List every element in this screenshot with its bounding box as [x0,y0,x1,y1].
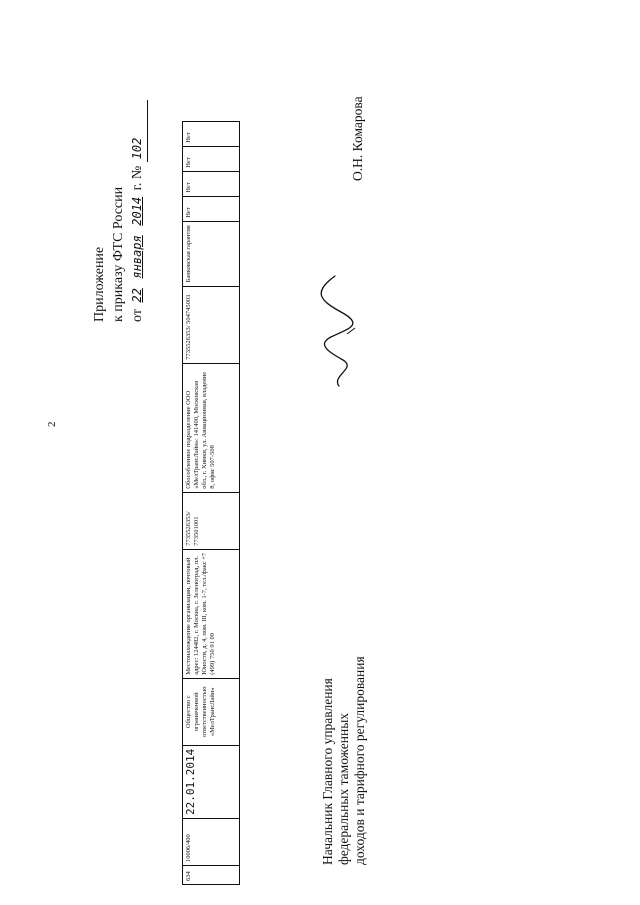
from-label: от [130,309,145,322]
table-row [183,121,240,884]
cell-flag-2: Нет [183,171,240,196]
cell-branch: Обособленное подразделение ООО «МелТрансЛайн»: 141400, Московская обл., г. Химки, ул. Авиационная, владение 8, офис 507-508 [183,363,240,492]
cell-address: Местонахождение организации, почтовый адрес: 124482, г. Москва, г. Зеленоград, пл. Юности, д. 4, пом. III, ком. 1-7, тел./факс +7 (499) 750 91 09 [183,549,240,678]
cell-date: 22.01.2014 [183,745,240,818]
handwritten-signature [305,270,370,390]
cell-organization: Общество с ограниченной ответственностью «МелТрансЛайн» [183,678,240,745]
signer-line-3: доходов и тарифного регулирования [352,656,367,865]
signer-position [320,656,368,865]
cell-guarantee: Банковская гарантия [183,221,240,286]
signer-line-1: Начальник Главного управления [320,678,335,865]
signer-name: О.Н. Комарова [350,96,365,181]
order-day: 22 [130,288,144,303]
signer-line-2: федеральных таможенных [336,712,351,865]
register-table [182,121,240,885]
appendix-order-line: к приказу ФТС России [111,186,126,322]
appendix-date-line [128,100,148,322]
cell-inn-kpp: 7735526353/ 773501001 [183,492,240,549]
appendix-title: Приложение [92,246,107,322]
order-month: января [130,235,144,279]
order-year: 2014 [130,196,144,226]
cell-flag-4: Нет [183,121,240,146]
page-number: 2 [46,421,58,427]
g-label: г. [130,182,145,191]
cell-flag-3: Нет [183,146,240,171]
order-number: 102 [128,100,148,162]
cell-branch-inn-kpp: 7735526353/ 504745003 [183,286,240,363]
number-label: № [130,165,145,180]
cell-row-number: 634 [183,866,240,885]
cell-flag-1: Нет [183,196,240,221]
cell-code: 10006/400 [183,819,240,866]
appendix-header [90,100,148,322]
